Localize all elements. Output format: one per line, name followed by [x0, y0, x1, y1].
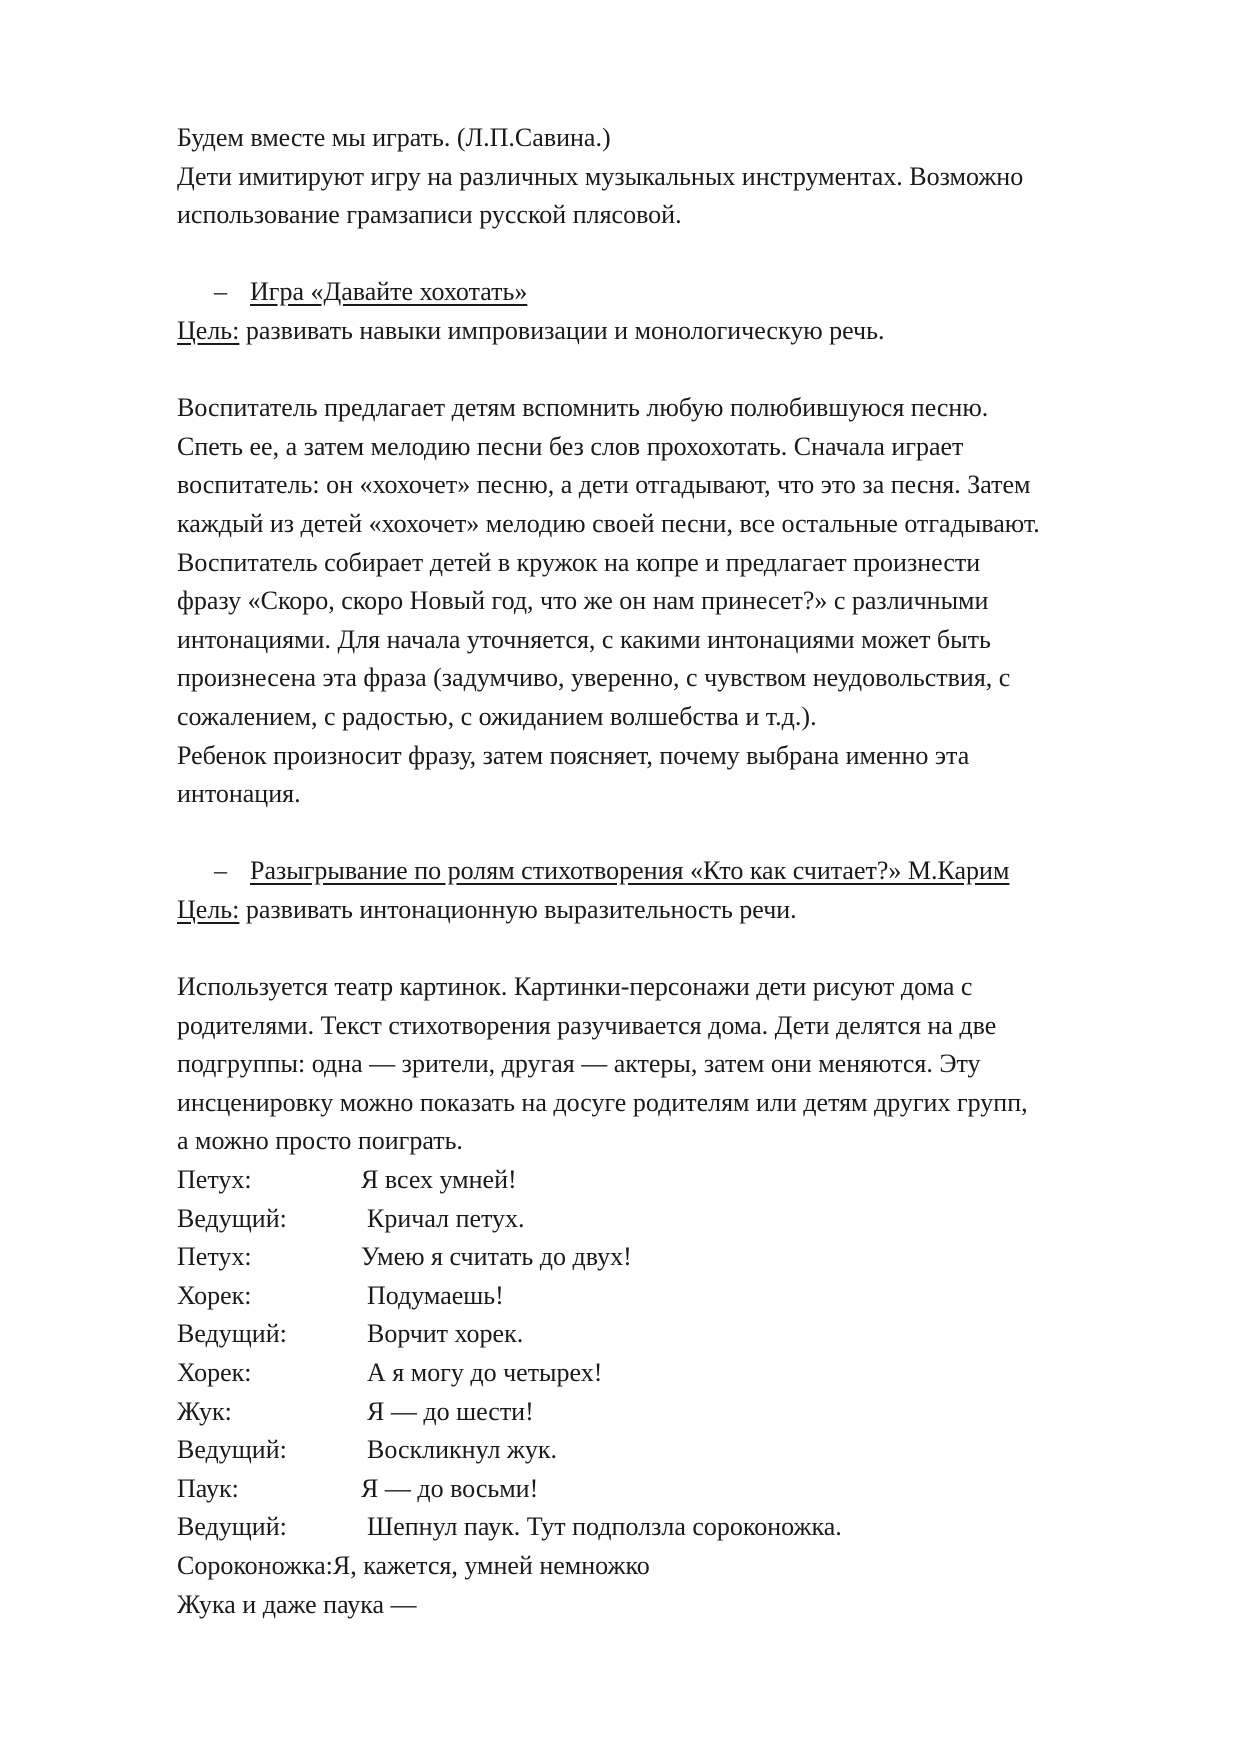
poem-text: А я могу до четырех! [367, 1358, 603, 1387]
poem-speaker: Петух: [177, 1165, 252, 1195]
game2-body-line: подгруппы: одна — зрители, другая — актеры, затем они меняются. Эту [177, 1049, 981, 1079]
poem-line [177, 1277, 1177, 1316]
poem-speaker: Ведущий: [177, 1435, 287, 1465]
poem-line [177, 1586, 1177, 1625]
game2-body-line: Используется театр картинок. Картинки-персонажи дети рисуют дома с [177, 972, 973, 1002]
game2-body-line: а можно просто поиграть. [177, 1126, 463, 1156]
poem-text: Умею я считать до двух! [361, 1242, 632, 1272]
game2-goal: развивать интонационную выразительность речи. [239, 894, 797, 924]
poem-text: Я — до шести! [367, 1396, 534, 1426]
game2-body-line: инсценировку можно показать на досуге родителям или детям других групп, [177, 1087, 1028, 1117]
poem-line [177, 1508, 1177, 1547]
game1-body-line: интонациями. Для начала уточняется, с какими интонациями может быть [177, 624, 991, 654]
poem-line [177, 1200, 1177, 1239]
poem-line [177, 1470, 1177, 1509]
game2-title: Разыгрывание по ролям стихотворения «Кто как считает?» М.Карим [250, 856, 1010, 886]
game1-body-line: произнесена эта фраза (задумчиво, уверенно, с чувством неудовольствия, с [177, 663, 1011, 693]
game1-body-line: каждый из детей «хохочет» мелодию своей песни, все остальные отгадывают. [177, 508, 1040, 538]
game1-body-line: Воспитатель собирает детей в кружок на копре и предлагает произнести [177, 547, 981, 577]
poem-text: Подумаешь! [367, 1280, 504, 1310]
game1-body-line: Спеть ее, а затем мелодию песни без слов прохохотать. Сначала играет [177, 431, 964, 461]
intro-line: использование грамзаписи русской плясовой. [177, 200, 682, 230]
game1-body-line: интонация. [177, 779, 301, 809]
game1-heading [177, 273, 1177, 312]
poem-speaker: Ведущий: [177, 1512, 287, 1542]
poem-speaker: Хорек: [177, 1358, 252, 1387]
game1-title: Игра «Давайте хохотать» [250, 277, 528, 307]
poem-line [177, 1431, 1177, 1470]
game1-body-line: Ребенок произносит фразу, затем поясняет, почему выбрана именно эта [177, 740, 970, 770]
poem-text: Кричал петух. [367, 1203, 525, 1233]
poem-line [177, 1315, 1177, 1354]
intro-line: Дети имитируют игру на различных музыкальных инструментах. Возможно [177, 161, 1024, 191]
poem-text: Жука и даже паука — [177, 1589, 417, 1619]
game1-goal: развивать навыки импровизации и монологическую речь. [239, 315, 885, 345]
game1-body-line: воспитатель: он «хохочет» песню, а дети отгадывают, что это за песня. Затем [177, 470, 1031, 500]
game2-body-line: родителями. Текст стихотворения разучивается дома. Дети делятся на две [177, 1010, 997, 1040]
poem-text: Я — до восьми! [361, 1473, 539, 1503]
game2-goal-line [177, 891, 1177, 930]
poem-text: Я всех умней! [361, 1165, 517, 1195]
poem-speaker: Жук: [177, 1396, 232, 1426]
poem-speaker: Ведущий: [177, 1319, 287, 1349]
dash-bullet: – [214, 277, 227, 307]
poem-speaker: Петух: [177, 1242, 252, 1272]
poem-line [177, 1161, 1177, 1200]
poem-speaker: Хорек: [177, 1280, 252, 1310]
poem-speaker: Сороконожка: [177, 1550, 333, 1580]
dash-bullet: – [214, 856, 227, 886]
poem-line [177, 1547, 1177, 1586]
poem-line [177, 1393, 1177, 1432]
poem-text: Воскликнул жук. [367, 1435, 558, 1465]
poem-speaker: Ведущий: [177, 1203, 287, 1233]
poem-text: Ворчит хорек. [367, 1319, 524, 1349]
poem-text: Шепнул паук. Тут подползла сороконожка. [367, 1512, 842, 1542]
game2-heading [177, 852, 1177, 891]
poem-line [177, 1354, 1177, 1393]
game1-body-line: сожалением, с радостью, с ожиданием волшебства и т.д.). [177, 701, 817, 731]
game1-body-line: Воспитатель предлагает детям вспомнить любую полюбившуюся песню. [177, 393, 989, 423]
intro-line: Будем вместе мы играть. (Л.П.Савина.) [177, 123, 611, 152]
goal-label: Цель: [177, 315, 240, 345]
poem-speaker: Паук: [177, 1473, 239, 1503]
game1-goal-line [177, 312, 1177, 351]
game1-body-line: фразу «Скоро, скоро Новый год, что же он нам принесет?» с различными [177, 586, 989, 616]
poem-text: Я, кажется, умней немножко [332, 1550, 650, 1580]
goal-label: Цель: [177, 894, 240, 924]
document-body [177, 119, 1177, 1624]
poem-line [177, 1238, 1177, 1277]
